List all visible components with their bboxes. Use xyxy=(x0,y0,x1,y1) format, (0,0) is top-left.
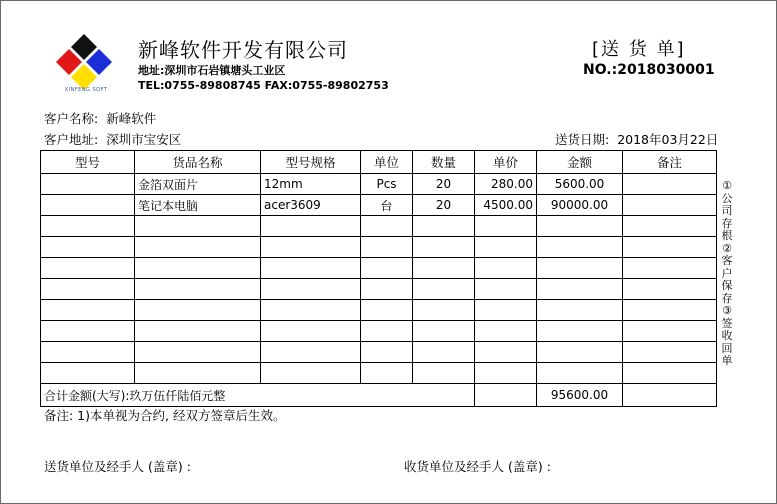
table-cell xyxy=(361,342,413,363)
table-cell xyxy=(413,258,475,279)
table-cell xyxy=(135,363,261,384)
table-cell xyxy=(537,237,623,258)
company-contact: TEL:0755-89808745 FAX:0755-89802753 xyxy=(138,79,389,92)
goods-table xyxy=(40,150,717,407)
table-cell xyxy=(135,216,261,237)
document-title: [送 货 单] xyxy=(592,39,686,60)
table-cell xyxy=(41,342,135,363)
table-cell: 20 xyxy=(413,174,475,195)
column-header: 货品名称 xyxy=(135,151,261,174)
table-row xyxy=(41,216,717,237)
table-cell xyxy=(361,300,413,321)
table-cell xyxy=(475,363,537,384)
table-cell: 4500.00 xyxy=(475,195,537,216)
table-header-row xyxy=(41,151,717,174)
table-cell xyxy=(261,258,361,279)
customer-name-row xyxy=(44,109,156,127)
table-cell xyxy=(475,258,537,279)
table-cell xyxy=(475,384,537,407)
copy-distribution-note: ①公司存根②客户保存③签收回单 xyxy=(721,179,733,367)
table-cell: 12mm xyxy=(261,174,361,195)
table-cell xyxy=(623,384,717,407)
table-cell xyxy=(537,258,623,279)
table-cell xyxy=(261,279,361,300)
total-amount-in-words: 合计金额(大写):玖万伍仟陆佰元整 xyxy=(41,384,475,407)
table-cell: 20 xyxy=(413,195,475,216)
table-cell xyxy=(261,363,361,384)
table-cell xyxy=(537,321,623,342)
table-cell xyxy=(135,279,261,300)
customer-address-label: 客户地址: xyxy=(44,132,99,147)
table-cell xyxy=(623,363,717,384)
table-cell xyxy=(413,279,475,300)
table-cell xyxy=(41,216,135,237)
table-cell xyxy=(361,363,413,384)
table-cell: acer3609 xyxy=(261,195,361,216)
table-cell xyxy=(261,342,361,363)
table-row xyxy=(41,279,717,300)
table-cell xyxy=(537,300,623,321)
table-cell xyxy=(475,237,537,258)
table-cell: 90000.00 xyxy=(537,195,623,216)
table-cell xyxy=(623,216,717,237)
table-cell xyxy=(537,363,623,384)
table-cell xyxy=(361,258,413,279)
table-cell xyxy=(475,216,537,237)
company-name: 新峰软件开发有限公司 xyxy=(138,38,348,62)
table-cell xyxy=(413,363,475,384)
table-cell xyxy=(41,195,135,216)
table-cell: 金箔双面片 xyxy=(135,174,261,195)
sender-signature-label: 送货单位及经手人 (盖章) : xyxy=(44,459,191,474)
table-row xyxy=(41,342,717,363)
table-cell: 台 xyxy=(361,195,413,216)
table-cell xyxy=(41,363,135,384)
table-cell xyxy=(475,279,537,300)
delivery-date-row xyxy=(555,130,718,148)
delivery-date-label: 送货日期: xyxy=(555,132,610,147)
table-cell xyxy=(361,321,413,342)
remarks-note: 备注: 1)本单视为合约, 经双方签章后生效。 xyxy=(44,408,286,423)
table-cell xyxy=(537,216,623,237)
table-cell xyxy=(261,237,361,258)
column-header: 金额 xyxy=(537,151,623,174)
table-cell xyxy=(623,195,717,216)
table-cell xyxy=(261,321,361,342)
column-header: 单位 xyxy=(361,151,413,174)
table-cell: 280.00 xyxy=(475,174,537,195)
table-row xyxy=(41,363,717,384)
table-cell xyxy=(475,321,537,342)
logo-text: XINFENG SOFT xyxy=(64,87,108,93)
table-cell xyxy=(41,279,135,300)
table-cell xyxy=(475,342,537,363)
table-row xyxy=(41,195,717,216)
table-cell xyxy=(41,258,135,279)
table-row xyxy=(41,258,717,279)
column-header: 型号规格 xyxy=(261,151,361,174)
table-cell xyxy=(261,216,361,237)
table-cell xyxy=(413,300,475,321)
delivery-date: 2018年03月22日 xyxy=(617,132,719,147)
table-cell xyxy=(623,174,717,195)
table-cell xyxy=(413,237,475,258)
table-cell: 笔记本电脑 xyxy=(135,195,261,216)
table-row xyxy=(41,174,717,195)
column-header: 数量 xyxy=(413,151,475,174)
table-row xyxy=(41,321,717,342)
table-cell xyxy=(41,300,135,321)
table-cell xyxy=(413,216,475,237)
column-header: 型号 xyxy=(41,151,135,174)
table-cell xyxy=(623,342,717,363)
table-cell xyxy=(623,300,717,321)
column-header: 单价 xyxy=(475,151,537,174)
table-cell xyxy=(623,279,717,300)
receiver-signature-label: 收货单位及经手人 (盖章) : xyxy=(404,459,551,474)
table-cell xyxy=(361,279,413,300)
table-cell xyxy=(413,321,475,342)
table-cell: Pcs xyxy=(361,174,413,195)
table-cell xyxy=(361,216,413,237)
company-address: 地址:深圳市石岩镇塘头工业区 xyxy=(138,64,286,77)
table-cell xyxy=(623,321,717,342)
table-cell xyxy=(135,300,261,321)
customer-name: 新峰软件 xyxy=(106,111,157,126)
table-cell xyxy=(261,300,361,321)
table-cell xyxy=(413,342,475,363)
table-cell xyxy=(135,258,261,279)
table-cell xyxy=(135,237,261,258)
column-header: 备注 xyxy=(623,151,717,174)
table-cell xyxy=(41,237,135,258)
table-cell xyxy=(623,258,717,279)
table-cell xyxy=(537,342,623,363)
total-amount: 95600.00 xyxy=(537,384,623,407)
table-cell xyxy=(475,300,537,321)
customer-address-row xyxy=(44,130,181,148)
table-cell xyxy=(537,279,623,300)
customer-name-label: 客户名称: xyxy=(44,111,99,126)
table-cell xyxy=(135,342,261,363)
table-cell xyxy=(41,174,135,195)
table-cell xyxy=(135,321,261,342)
table-row xyxy=(41,237,717,258)
table-cell: 5600.00 xyxy=(537,174,623,195)
document-number: NO.:2018030001 xyxy=(583,62,715,78)
total-row xyxy=(41,384,717,407)
table-row xyxy=(41,300,717,321)
customer-address: 深圳市宝安区 xyxy=(106,132,182,147)
table-cell xyxy=(623,237,717,258)
table-cell xyxy=(361,237,413,258)
table-cell xyxy=(41,321,135,342)
